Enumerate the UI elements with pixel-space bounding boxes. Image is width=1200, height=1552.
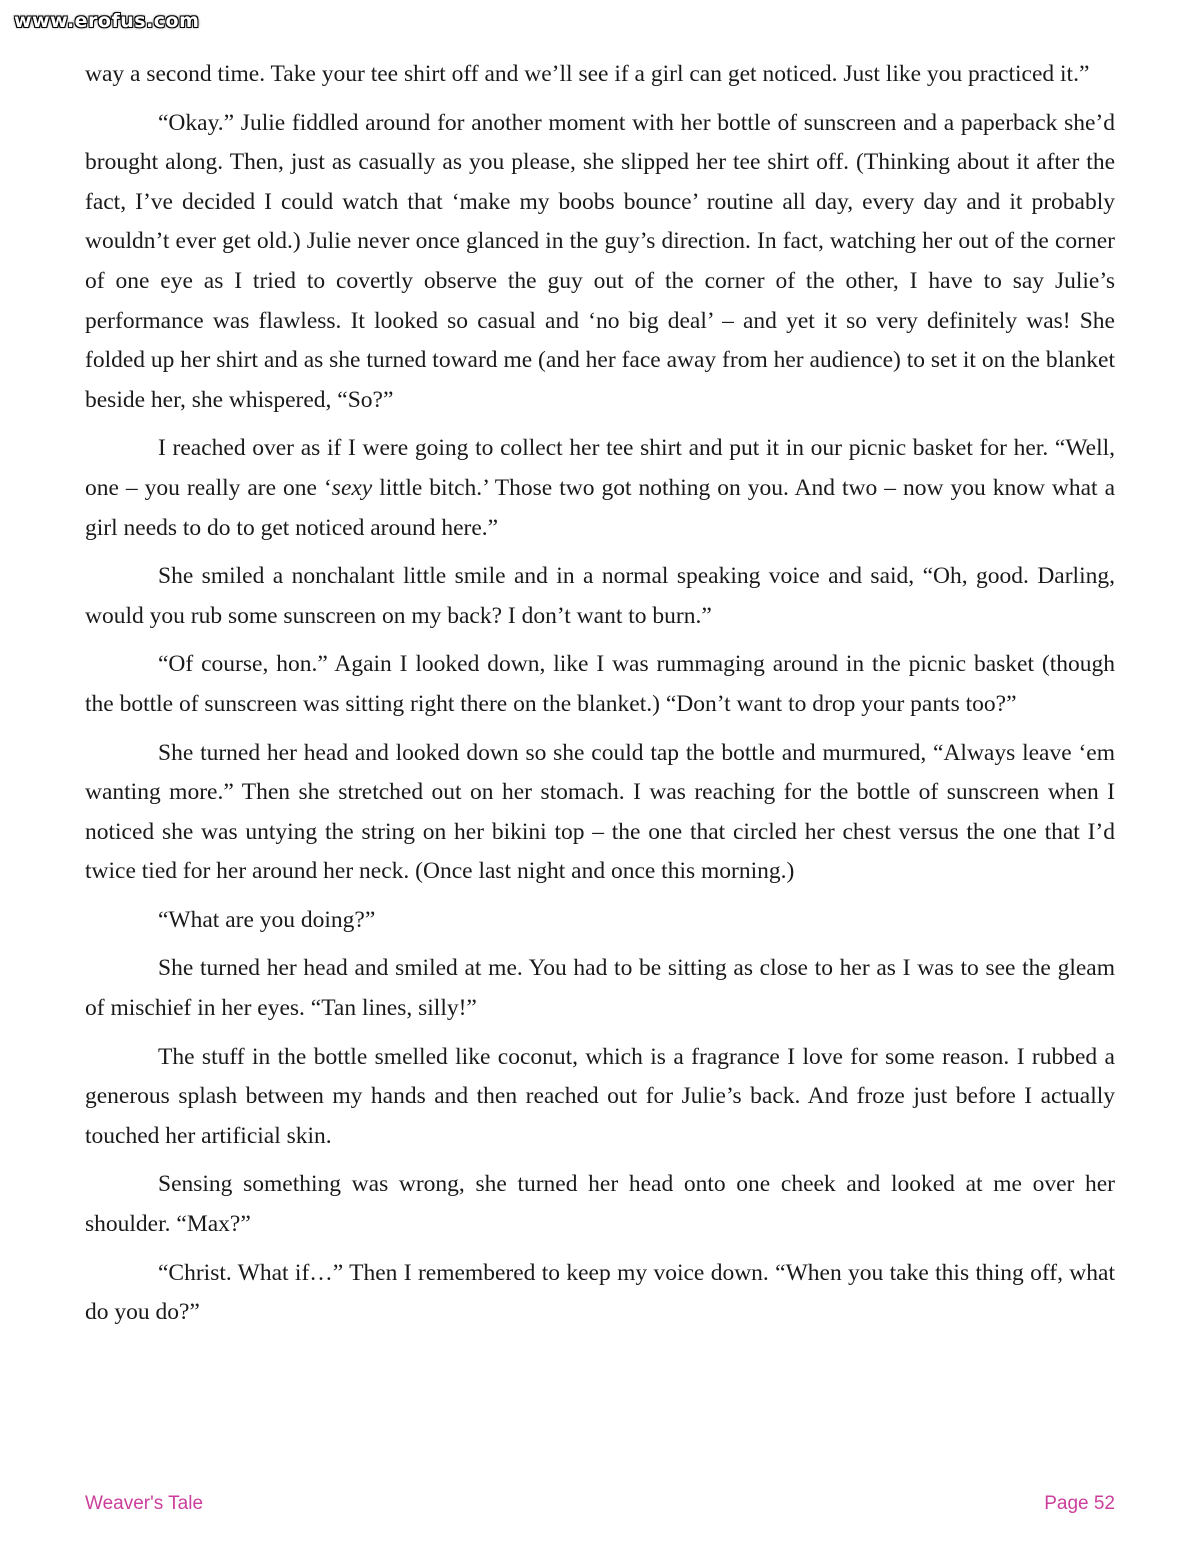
paragraph: “What are you doing?” [158,906,376,933]
paragraph: Sensing something was wrong, she turned her head onto one cheek and looked at me over her shoulder. “Max?” [85,1171,1115,1238]
watermark: www.erofus.com [14,10,200,32]
paragraph: “Christ. What if…” Then I remembered to keep my voice down. “When you take this thing off, what do you do?” [85,1259,1115,1326]
paragraph: The stuff in the bottle smelled like coconut, which is a fragrance I love for some reason. I rubbed a generous splash between my hands and then reached out for Julie’s back. And froze just before I actually touched her artificial skin. [85,1043,1115,1149]
paragraph: She turned her head and looked down so she could tap the bottle and murmured, “Always leave ‘em wanting more.” Then she stretched out on her stomach. I was reaching for the bottle of sunscreen when I noticed she was untying the string on her bikini top – the one that circled her chest versus the one that I’d twice tied for her around her neck. (Once last night and once this morning.) [85,739,1115,885]
book-title: Weaver's Tale [85,1493,204,1514]
paragraph: “Okay.” Julie fiddled around for another moment with her bottle of sunscreen and a paperback she’d brought along. Then, just as casually as you please, she slipped her tee shirt off. (Thinking about it after the fact, I’ve decided I could watch that ‘make my boobs bounce’ routine all day, every day and it probably wouldn’t ever get old.) Julie never once glanced in the guy’s direction. In fact, watching her out of the corner of one eye as I tried to covertly observe the guy out of the corner of the other, I have to say Julie’s performance was flawless. It looked so casual and ‘no big deal’ – and yet it so very definitely was! She folded up her shirt and as she turned toward me (and her face away from her audience) to set it on the blanket beside her, she whispered, “So?” [85,109,1115,413]
paragraph: “Of course, hon.” Again I looked down, like I was rummaging around in the picnic basket (though the bottle of sunscreen was sitting right there on the blanket.) “Don’t want to drop your pants too?” [85,651,1115,717]
paragraph: She turned her head and smiled at me. You had to be sitting as close to her as I was to see the gleam of mischief in her eyes. “Tan lines, silly!” [85,955,1115,1022]
paragraph: She smiled a nonchalant little smile and in a normal speaking voice and said, “Oh, good. Darling, would you rub some sunscreen on my back? I don’t want to burn.” [85,563,1115,629]
paragraph [85,429,1115,548]
paragraph-text: I reached over as if I were going to collect her tee shirt and put it in our picnic basket for her. “Well, one – you really are one ‘ [85,435,1115,501]
emphasis-text: sexy [331,474,373,501]
paragraph: way a second time. Take your tee shirt off and we’ll see if a girl can get noticed. Just like you practiced it.” [85,61,1090,87]
page-number: Page 52 [1044,1493,1115,1514]
paragraph-text: little bitch.’ Those two got nothing on you. And two – now you know what a girl needs to do to get noticed around here.” [85,474,1115,541]
page-footer [85,1493,1115,1515]
page-body [85,55,1115,1342]
